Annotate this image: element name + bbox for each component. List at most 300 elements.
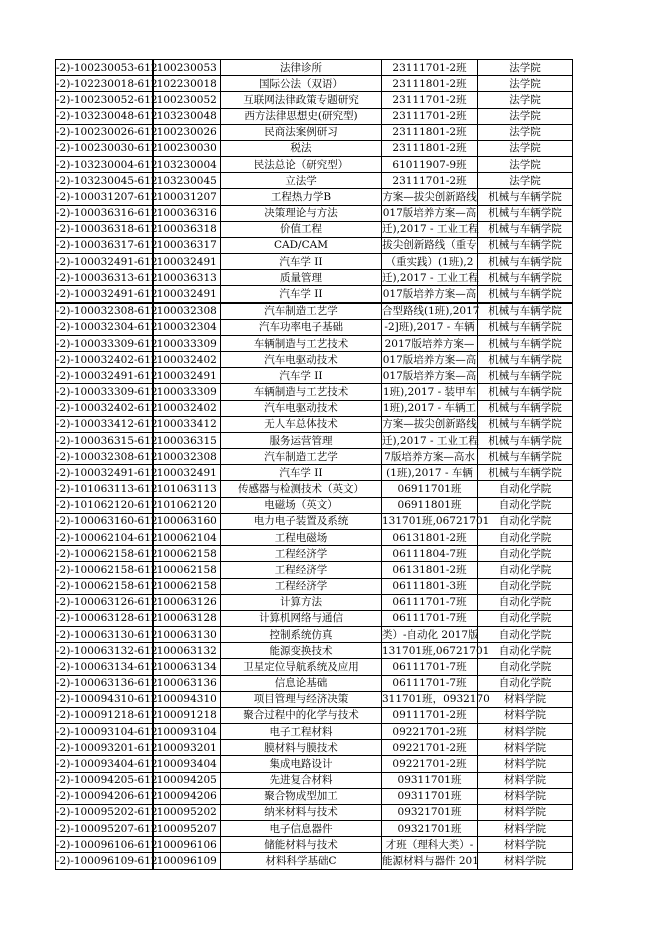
cell-task-id[interactable]: -2)-100036317-612 (56, 237, 153, 253)
table-row (56, 173, 573, 189)
cell-class[interactable]: 06111701-7班 (382, 610, 478, 626)
cell-course-name[interactable]: 工程热力学B (221, 189, 382, 205)
table-row (56, 237, 573, 253)
cell-class[interactable]: 09111701-2班 (382, 707, 478, 723)
cell-task-id[interactable]: -2)-100032491-612 (56, 368, 153, 384)
cell-class[interactable]: 131701班,06721701 (382, 643, 478, 659)
cell-course-code[interactable]: 100032491 (153, 465, 221, 481)
cell-course-code[interactable]: 100096106 (153, 837, 221, 853)
cell-class[interactable]: 017版培养方案—高 (382, 368, 478, 384)
cell-course-code[interactable]: 100062158 (153, 546, 221, 562)
cell-class[interactable]: 2017版培养方案— (382, 335, 478, 351)
table-row (56, 384, 573, 400)
table-row (56, 804, 573, 820)
cell-course-name[interactable]: 决策理论与方法 (221, 205, 382, 221)
cell-course-code[interactable]: 100032491 (153, 368, 221, 384)
cell-course-name[interactable]: 互联网法律政策专题研究 (221, 92, 382, 108)
table-row (56, 627, 573, 643)
table-row (56, 481, 573, 497)
cell-college[interactable]: 机械与车辆学院 (478, 352, 573, 368)
cell-task-id[interactable]: -2)-100096106-612 (56, 837, 153, 853)
cell-task-id[interactable]: -2)-100062158-612 (56, 578, 153, 594)
cell-course-name[interactable]: 工程电磁场 (221, 529, 382, 545)
cell-course-code[interactable]: 100230053 (153, 60, 221, 76)
table-row (56, 578, 573, 594)
cell-course-name[interactable]: 电力电子装置及系统 (221, 513, 382, 529)
cell-course-code[interactable]: 100062104 (153, 529, 221, 545)
table-row (56, 303, 573, 320)
table-row (56, 643, 573, 659)
cell-course-name[interactable]: 立法学 (221, 173, 382, 189)
cell-task-id[interactable]: -2)-100091218-612 (56, 707, 153, 723)
table-row (56, 205, 573, 221)
cell-course-code[interactable]: 100063126 (153, 594, 221, 610)
cell-course-name[interactable]: 汽车学 II (221, 254, 382, 270)
cell-course-code[interactable]: 100091218 (153, 707, 221, 723)
cell-class[interactable]: 131701班,06721701 (382, 513, 478, 529)
cell-course-code[interactable]: 100063136 (153, 675, 221, 691)
cell-task-id[interactable]: -2)-100032308-612 (56, 303, 153, 320)
cell-course-name[interactable]: 汽车学 II (221, 465, 382, 481)
cell-class[interactable]: 06111701-7班 (382, 675, 478, 691)
cell-course-code[interactable]: 100032491 (153, 286, 221, 303)
cell-class[interactable]: 迁),2017 - 工业工程 (382, 432, 478, 448)
cell-college[interactable]: 自动化学院 (478, 562, 573, 578)
cell-college[interactable]: 法学院 (478, 173, 573, 189)
cell-course-name[interactable]: 汽车制造工艺学 (221, 449, 382, 465)
cell-class[interactable]: 017版培养方案—高 (382, 286, 478, 303)
cell-course-name[interactable]: 汽车电驱动技术 (221, 352, 382, 368)
cell-class[interactable]: -2]班),2017 - 车辆 (382, 319, 478, 335)
cell-class[interactable]: 1班),2017 - 车辆工 (382, 400, 478, 416)
cell-college[interactable]: 机械与车辆学院 (478, 465, 573, 481)
table-row (56, 691, 573, 707)
cell-course-name[interactable]: CAD/CAM (221, 237, 382, 253)
table-row (56, 610, 573, 626)
cell-class[interactable]: 23111801-2班 (382, 140, 478, 156)
cell-task-id[interactable]: -2)-100230053-612 (56, 60, 153, 76)
cell-college[interactable]: 自动化学院 (478, 578, 573, 594)
cell-task-id[interactable]: -2)-103230004-612 (56, 157, 153, 173)
table-row (56, 675, 573, 691)
cell-college[interactable]: 机械与车辆学院 (478, 416, 573, 432)
cell-class[interactable]: 7版培养方案—高水 (382, 449, 478, 465)
cell-class[interactable]: 方案—拔尖创新路线 (382, 189, 478, 205)
cell-task-id[interactable]: -2)-101062120-612 (56, 497, 153, 513)
cell-class[interactable]: 017版培养方案—高 (382, 352, 478, 368)
table-row (56, 740, 573, 756)
cell-task-id[interactable]: -2)-103230048-612 (56, 108, 153, 124)
cell-course-name[interactable]: 工程经济学 (221, 562, 382, 578)
cell-college[interactable]: 材料学院 (478, 853, 573, 869)
cell-course-name[interactable]: 西方法律思想史(研究型) (221, 108, 382, 124)
cell-course-name[interactable]: 材料科学基础C (221, 853, 382, 869)
cell-course-name[interactable]: 先进复合材料 (221, 772, 382, 788)
cell-college[interactable]: 法学院 (478, 76, 573, 92)
cell-course-code[interactable]: 100093404 (153, 756, 221, 772)
cell-course-name[interactable]: 储能材料与技术 (221, 837, 382, 853)
cell-college[interactable]: 机械与车辆学院 (478, 368, 573, 384)
cell-course-name[interactable]: 车辆制造与工艺技术 (221, 384, 382, 400)
table-row (56, 594, 573, 610)
cell-task-id[interactable]: -2)-100032491-612 (56, 286, 153, 303)
table-row (56, 270, 573, 286)
cell-college[interactable]: 机械与车辆学院 (478, 319, 573, 335)
cell-class[interactable]: 23111801-2班 (382, 76, 478, 92)
cell-class[interactable]: 06911701班 (382, 481, 478, 497)
cell-course-name[interactable]: 工程经济学 (221, 546, 382, 562)
cell-class[interactable]: 23111801-2班 (382, 124, 478, 140)
cell-course-code[interactable]: 100094206 (153, 788, 221, 804)
cell-college[interactable]: 机械与车辆学院 (478, 286, 573, 303)
table-row (56, 837, 573, 853)
cell-course-name[interactable]: 工程经济学 (221, 578, 382, 594)
table-row (56, 221, 573, 237)
cell-course-name[interactable]: 电子信息器件 (221, 821, 382, 837)
cell-course-name[interactable]: 民法总论（研究型） (221, 157, 382, 173)
cell-course-name[interactable]: 计算机网络与通信 (221, 610, 382, 626)
table-row (56, 400, 573, 416)
cell-course-name[interactable]: 汽车制造工艺学 (221, 303, 382, 320)
cell-course-name[interactable]: 车辆制造与工艺技术 (221, 335, 382, 351)
table-row (56, 497, 573, 513)
cell-course-code[interactable]: 100033412 (153, 416, 221, 432)
cell-course-code[interactable]: 100095207 (153, 821, 221, 837)
cell-task-id[interactable]: -2)-102230018-612 (56, 76, 153, 92)
cell-college[interactable]: 法学院 (478, 124, 573, 140)
cell-course-name[interactable]: 汽车功率电子基础 (221, 319, 382, 335)
cell-college[interactable]: 机械与车辆学院 (478, 432, 573, 448)
cell-class[interactable]: (1班),2017 - 车辆 (382, 465, 478, 481)
table-row (56, 432, 573, 448)
table-row (56, 140, 573, 156)
cell-course-code[interactable]: 100063134 (153, 659, 221, 675)
cell-course-name[interactable]: 汽车学 II (221, 368, 382, 384)
cell-course-code[interactable]: 100062158 (153, 562, 221, 578)
table-row (56, 124, 573, 140)
cell-course-name[interactable]: 计算方法 (221, 594, 382, 610)
table-row (56, 659, 573, 675)
cell-course-name[interactable]: 集成电路设计 (221, 756, 382, 772)
cell-course-name[interactable]: 传感器与检测技术（英文） (221, 481, 382, 497)
cell-college[interactable]: 机械与车辆学院 (478, 400, 573, 416)
cell-course-code[interactable]: 100063160 (153, 513, 221, 529)
cell-college[interactable]: 材料学院 (478, 788, 573, 804)
cell-task-id[interactable]: -2)-100032308-612 (56, 449, 153, 465)
table-row (56, 92, 573, 108)
cell-task-id[interactable]: -2)-100230030-612 (56, 140, 153, 156)
cell-course-code[interactable]: 100036316 (153, 205, 221, 221)
course-table (55, 59, 573, 870)
cell-college[interactable]: 机械与车辆学院 (478, 205, 573, 221)
cell-college[interactable]: 材料学院 (478, 707, 573, 723)
cell-task-id[interactable]: -2)-100063136-612 (56, 675, 153, 691)
cell-task-id[interactable]: -2)-100093201-612 (56, 740, 153, 756)
cell-course-code[interactable]: 103230045 (153, 173, 221, 189)
cell-college[interactable]: 自动化学院 (478, 481, 573, 497)
cell-course-code[interactable]: 100036317 (153, 237, 221, 253)
cell-course-code[interactable]: 100230052 (153, 92, 221, 108)
cell-course-name[interactable]: 国际公法（双语） (221, 76, 382, 92)
cell-class[interactable]: 能源材料与器件 201 (382, 853, 478, 869)
cell-college[interactable]: 自动化学院 (478, 513, 573, 529)
cell-course-name[interactable]: 法律诊所 (221, 60, 382, 76)
cell-course-name[interactable]: 控制系统仿真 (221, 627, 382, 643)
cell-task-id[interactable]: -2)-100096109-612 (56, 853, 153, 869)
cell-college[interactable]: 材料学院 (478, 837, 573, 853)
cell-college[interactable]: 机械与车辆学院 (478, 303, 573, 320)
cell-class[interactable]: 09221701-2班 (382, 724, 478, 740)
cell-college[interactable]: 法学院 (478, 140, 573, 156)
cell-class[interactable]: 09221701-2班 (382, 740, 478, 756)
cell-course-code[interactable]: 103230048 (153, 108, 221, 124)
cell-course-code[interactable]: 100094205 (153, 772, 221, 788)
cell-task-id[interactable]: -2)-100093404-612 (56, 756, 153, 772)
table-row (56, 319, 573, 335)
cell-course-code[interactable]: 100032491 (153, 254, 221, 270)
cell-course-code[interactable]: 100031207 (153, 189, 221, 205)
cell-college[interactable]: 材料学院 (478, 804, 573, 820)
table-row (56, 724, 573, 740)
cell-college[interactable]: 材料学院 (478, 756, 573, 772)
cell-class[interactable]: 61011907-9班 (382, 157, 478, 173)
cell-course-name[interactable]: 卫星定位导航系统及应用 (221, 659, 382, 675)
cell-task-id[interactable]: -2)-100062158-612 (56, 546, 153, 562)
cell-course-code[interactable]: 100095202 (153, 804, 221, 820)
cell-college[interactable]: 机械与车辆学院 (478, 270, 573, 286)
cell-course-code[interactable]: 100032304 (153, 319, 221, 335)
cell-course-code[interactable]: 100063128 (153, 610, 221, 626)
table-row (56, 286, 573, 303)
cell-class[interactable]: 09221701-2班 (382, 756, 478, 772)
table-row (56, 853, 573, 869)
cell-course-name[interactable]: 项目管理与经济决策 (221, 691, 382, 707)
cell-task-id[interactable]: -2)-100094205-612 (56, 772, 153, 788)
cell-class[interactable]: 23111701-2班 (382, 173, 478, 189)
cell-course-name[interactable]: 价值工程 (221, 221, 382, 237)
cell-task-id[interactable]: -2)-100063134-612 (56, 659, 153, 675)
cell-task-id[interactable]: -2)-100033412-612 (56, 416, 153, 432)
cell-task-id[interactable]: -2)-100230052-612 (56, 92, 153, 108)
cell-course-name[interactable]: 电子工程材料 (221, 724, 382, 740)
cell-course-name[interactable]: 聚合过程中的化学与技术 (221, 707, 382, 723)
cell-class[interactable]: 06111701-7班 (382, 659, 478, 675)
cell-task-id[interactable]: -2)-100032402-612 (56, 400, 153, 416)
cell-college[interactable]: 机械与车辆学院 (478, 384, 573, 400)
cell-course-code[interactable]: 100032308 (153, 449, 221, 465)
cell-course-name[interactable]: 纳米材料与技术 (221, 804, 382, 820)
cell-college[interactable]: 法学院 (478, 60, 573, 76)
cell-task-id[interactable]: -2)-100063128-612 (56, 610, 153, 626)
cell-course-code[interactable]: 102230018 (153, 76, 221, 92)
cell-task-id[interactable]: -2)-101063113-612 (56, 481, 153, 497)
cell-college[interactable]: 机械与车辆学院 (478, 254, 573, 270)
cell-task-id[interactable]: -2)-100033309-612 (56, 335, 153, 351)
cell-course-name[interactable]: 汽车电驱动技术 (221, 400, 382, 416)
cell-task-id[interactable]: -2)-100032304-612 (56, 319, 153, 335)
cell-course-code[interactable]: 100063132 (153, 643, 221, 659)
cell-task-id[interactable]: -2)-100036315-612 (56, 432, 153, 448)
table-row (56, 529, 573, 545)
cell-class[interactable]: 合型路线(1班),2017 (382, 303, 478, 320)
cell-class[interactable]: 拔尖创新路线（重专 (382, 237, 478, 253)
cell-class[interactable]: （重实践）(1班),2 (382, 254, 478, 270)
cell-task-id[interactable]: -2)-100094310-612 (56, 691, 153, 707)
cell-class[interactable]: 09321701班 (382, 821, 478, 837)
cell-college[interactable]: 自动化学院 (478, 659, 573, 675)
table-row (56, 254, 573, 270)
cell-course-name[interactable]: 膜材料与膜技术 (221, 740, 382, 756)
cell-course-code[interactable]: 100063130 (153, 627, 221, 643)
cell-course-code[interactable]: 100036318 (153, 221, 221, 237)
cell-college[interactable]: 自动化学院 (478, 643, 573, 659)
cell-course-code[interactable]: 100032402 (153, 400, 221, 416)
cell-task-id[interactable]: -2)-100063132-612 (56, 643, 153, 659)
cell-course-name[interactable]: 能源变换技术 (221, 643, 382, 659)
cell-college[interactable]: 机械与车辆学院 (478, 335, 573, 351)
cell-college[interactable]: 自动化学院 (478, 594, 573, 610)
cell-task-id[interactable]: -2)-100032402-612 (56, 352, 153, 368)
cell-college[interactable]: 自动化学院 (478, 610, 573, 626)
cell-class[interactable]: 017版培养方案—高 (382, 205, 478, 221)
cell-college[interactable]: 机械与车辆学院 (478, 189, 573, 205)
cell-task-id[interactable]: -2)-100062158-612 (56, 562, 153, 578)
cell-course-code[interactable]: 100033309 (153, 335, 221, 351)
cell-college[interactable]: 法学院 (478, 92, 573, 108)
cell-course-code[interactable]: 103230004 (153, 157, 221, 173)
cell-course-code[interactable]: 100230030 (153, 140, 221, 156)
cell-task-id[interactable]: -2)-100036318-612 (56, 221, 153, 237)
cell-class[interactable]: 23111701-2班 (382, 60, 478, 76)
cell-college[interactable]: 法学院 (478, 157, 573, 173)
cell-task-id[interactable]: -2)-100063160-612 (56, 513, 153, 529)
cell-class[interactable]: 311701班，0932170 (382, 691, 478, 707)
cell-college[interactable]: 自动化学院 (478, 546, 573, 562)
cell-task-id[interactable]: -2)-100063130-612 (56, 627, 153, 643)
cell-college[interactable]: 机械与车辆学院 (478, 449, 573, 465)
cell-class[interactable]: 06111804-7班 (382, 546, 478, 562)
table-row (56, 157, 573, 173)
cell-class[interactable]: 迁),2017 - 工业工程 (382, 270, 478, 286)
cell-class[interactable]: 06911801班 (382, 497, 478, 513)
cell-course-name[interactable]: 民商法案例研习 (221, 124, 382, 140)
cell-college[interactable]: 法学院 (478, 108, 573, 124)
cell-college[interactable]: 材料学院 (478, 691, 573, 707)
cell-class[interactable]: 23111701-2班 (382, 92, 478, 108)
cell-class[interactable]: 09311701班 (382, 772, 478, 788)
table-row (56, 352, 573, 368)
cell-course-code[interactable]: 101062120 (153, 497, 221, 513)
cell-course-code[interactable]: 101063113 (153, 481, 221, 497)
cell-college[interactable]: 自动化学院 (478, 675, 573, 691)
table-row (56, 76, 573, 92)
cell-college[interactable]: 机械与车辆学院 (478, 237, 573, 253)
cell-task-id[interactable]: -2)-100036313-612 (56, 270, 153, 286)
cell-class[interactable]: 09321701班 (382, 804, 478, 820)
cell-course-name[interactable]: 信息论基础 (221, 675, 382, 691)
table-row (56, 465, 573, 481)
cell-class[interactable]: 23111701-2班 (382, 108, 478, 124)
table-row (56, 756, 573, 772)
table-row (56, 788, 573, 804)
table-row (56, 335, 573, 351)
cell-task-id[interactable]: -2)-100031207-612 (56, 189, 153, 205)
cell-class[interactable]: 09311701班 (382, 788, 478, 804)
cell-course-code[interactable]: 100230026 (153, 124, 221, 140)
cell-course-name[interactable]: 无人车总体技术 (221, 416, 382, 432)
table-row (56, 368, 573, 384)
table-row (56, 108, 573, 124)
cell-college[interactable]: 材料学院 (478, 772, 573, 788)
cell-task-id[interactable]: -2)-100063126-612 (56, 594, 153, 610)
cell-course-name[interactable]: 质量管理 (221, 270, 382, 286)
cell-class[interactable]: 06111701-7班 (382, 594, 478, 610)
cell-course-code[interactable]: 100032308 (153, 303, 221, 320)
cell-class[interactable]: 迁),2017 - 工业工程 (382, 221, 478, 237)
cell-class[interactable]: 才班（理科大类）- (382, 837, 478, 853)
spreadsheet (55, 59, 572, 870)
table-row (56, 707, 573, 723)
table-row (56, 189, 573, 205)
table-row (56, 772, 573, 788)
cell-course-name[interactable]: 聚合物成型加工 (221, 788, 382, 804)
cell-class[interactable]: 06131801-2班 (382, 562, 478, 578)
cell-college[interactable]: 自动化学院 (478, 497, 573, 513)
cell-task-id[interactable]: -2)-100036316-612 (56, 205, 153, 221)
cell-task-id[interactable]: -2)-100230026-612 (56, 124, 153, 140)
cell-task-id[interactable]: -2)-100095202-612 (56, 804, 153, 820)
cell-task-id[interactable]: -2)-103230045-612 (56, 173, 153, 189)
cell-course-code[interactable]: 100032402 (153, 352, 221, 368)
cell-course-code[interactable]: 100093104 (153, 724, 221, 740)
cell-course-code[interactable]: 100094310 (153, 691, 221, 707)
cell-course-code[interactable]: 100036313 (153, 270, 221, 286)
cell-task-id[interactable]: -2)-100033309-612 (56, 384, 153, 400)
cell-course-code[interactable]: 100036315 (153, 432, 221, 448)
cell-college[interactable]: 材料学院 (478, 724, 573, 740)
table-row (56, 513, 573, 529)
cell-task-id[interactable]: -2)-100095207-612 (56, 821, 153, 837)
cell-course-code[interactable]: 100096109 (153, 853, 221, 869)
cell-college[interactable]: 机械与车辆学院 (478, 221, 573, 237)
cell-course-name[interactable]: 服务运营管理 (221, 432, 382, 448)
table-row (56, 546, 573, 562)
cell-college[interactable]: 材料学院 (478, 740, 573, 756)
cell-college[interactable]: 材料学院 (478, 821, 573, 837)
cell-college[interactable]: 自动化学院 (478, 529, 573, 545)
cell-course-code[interactable]: 100062158 (153, 578, 221, 594)
cell-college[interactable]: 自动化学院 (478, 627, 573, 643)
cell-task-id[interactable]: -2)-100032491-612 (56, 254, 153, 270)
cell-task-id[interactable]: -2)-100094206-612 (56, 788, 153, 804)
table-row (56, 449, 573, 465)
cell-course-name[interactable]: 电磁场（英文） (221, 497, 382, 513)
cell-task-id[interactable]: -2)-100093104-612 (56, 724, 153, 740)
cell-task-id[interactable]: -2)-100062104-612 (56, 529, 153, 545)
cell-class[interactable]: 06111801-3班 (382, 578, 478, 594)
cell-class[interactable]: 1班),2017 - 装甲车 (382, 384, 478, 400)
cell-class[interactable]: 类）-自动化 2017版 (382, 627, 478, 643)
table-row (56, 562, 573, 578)
cell-class[interactable]: 方案—拔尖创新路线 (382, 416, 478, 432)
cell-task-id[interactable]: -2)-100032491-612 (56, 465, 153, 481)
cell-class[interactable]: 06131801-2班 (382, 529, 478, 545)
cell-course-code[interactable]: 100033309 (153, 384, 221, 400)
cell-course-code[interactable]: 100093201 (153, 740, 221, 756)
table-row (56, 821, 573, 837)
cell-course-name[interactable]: 汽车学 II (221, 286, 382, 303)
cell-course-name[interactable]: 税法 (221, 140, 382, 156)
